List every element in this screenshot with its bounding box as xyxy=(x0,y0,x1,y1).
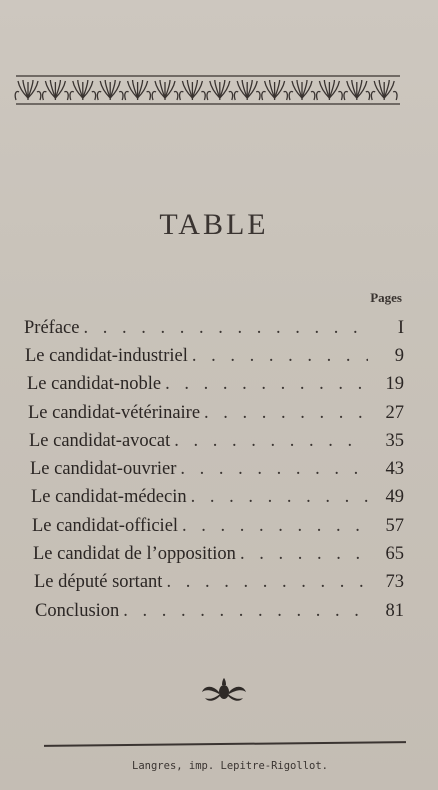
table-of-contents xyxy=(24,314,404,625)
toc-entry[interactable] xyxy=(24,399,404,427)
dot-leader xyxy=(123,601,368,622)
toc-entry-title: Préface xyxy=(24,317,80,338)
palmette-motif xyxy=(15,80,41,100)
footer-rule xyxy=(44,741,406,747)
toc-entry-title: Le candidat-noble xyxy=(27,374,162,395)
toc-entry[interactable] xyxy=(24,597,404,625)
toc-entry[interactable] xyxy=(24,427,404,455)
toc-entry-title: Le candidat de l’opposition xyxy=(33,544,236,565)
dot-leader xyxy=(174,431,368,452)
toc-entry-page: 49 xyxy=(385,487,404,508)
toc-entry-page: 81 xyxy=(385,600,404,621)
fleuron-icon xyxy=(200,676,248,706)
printer-imprint: Langres, imp. Lepitre-Rigollot. xyxy=(132,760,328,772)
toc-entry[interactable] xyxy=(24,342,404,370)
palmette-motif xyxy=(180,80,206,100)
dot-leader xyxy=(83,318,368,339)
toc-entry-title: Le candidat-officiel xyxy=(32,515,179,536)
toc-entry-title: Le candidat-avocat xyxy=(29,430,171,451)
toc-entry[interactable] xyxy=(24,540,404,568)
toc-entry[interactable] xyxy=(24,314,404,342)
dot-leader xyxy=(191,487,368,508)
toc-entry-title: Le candidat-industriel xyxy=(25,345,188,366)
toc-entry[interactable] xyxy=(24,371,404,399)
dot-leader xyxy=(166,572,368,593)
toc-entry[interactable] xyxy=(24,455,404,483)
toc-entry-title: Le candidat-ouvrier xyxy=(30,459,177,480)
palmette-motif xyxy=(317,80,343,100)
toc-entry-page: 35 xyxy=(385,430,404,451)
dot-leader xyxy=(182,516,368,537)
palmette-motif xyxy=(97,80,123,100)
palmette-motif xyxy=(234,80,260,100)
toc-entry[interactable] xyxy=(24,569,404,597)
dot-leader xyxy=(165,374,368,395)
toc-entry-page: 65 xyxy=(385,544,404,565)
dot-leader xyxy=(192,346,368,367)
palmette-motif xyxy=(207,80,233,100)
dot-leader xyxy=(180,459,368,480)
toc-entry-title: Le député sortant xyxy=(34,572,163,593)
toc-entry-title: Conclusion xyxy=(35,600,120,621)
toc-entry[interactable] xyxy=(24,512,404,540)
toc-entry-page: 27 xyxy=(385,402,404,423)
toc-entry-page: 73 xyxy=(385,572,404,593)
toc-entry-page: 57 xyxy=(385,515,404,536)
palmette-motif xyxy=(43,80,69,100)
dot-leader xyxy=(204,403,368,424)
page-title: TABLE xyxy=(159,208,269,241)
dot-leader xyxy=(240,544,368,565)
palmette-motif xyxy=(289,80,315,100)
toc-entry-page: 43 xyxy=(385,459,404,480)
palmette-motif xyxy=(70,80,96,100)
palmette-motif xyxy=(344,80,370,100)
toc-entry[interactable] xyxy=(24,484,404,512)
palmette-motif xyxy=(371,80,397,100)
palmette-motif xyxy=(152,80,178,100)
toc-entry-page: 19 xyxy=(385,374,404,395)
palmette-frieze-icon xyxy=(14,72,402,108)
toc-entry-page: I xyxy=(397,317,404,338)
palmette-motif xyxy=(125,80,151,100)
palmette-motif xyxy=(262,80,288,100)
toc-entry-page: 9 xyxy=(394,345,404,366)
pages-column-label: Pages xyxy=(370,290,402,305)
toc-entry-title: Le candidat-médecin xyxy=(31,487,187,508)
toc-entry-title: Le candidat-vétérinaire xyxy=(28,402,201,423)
